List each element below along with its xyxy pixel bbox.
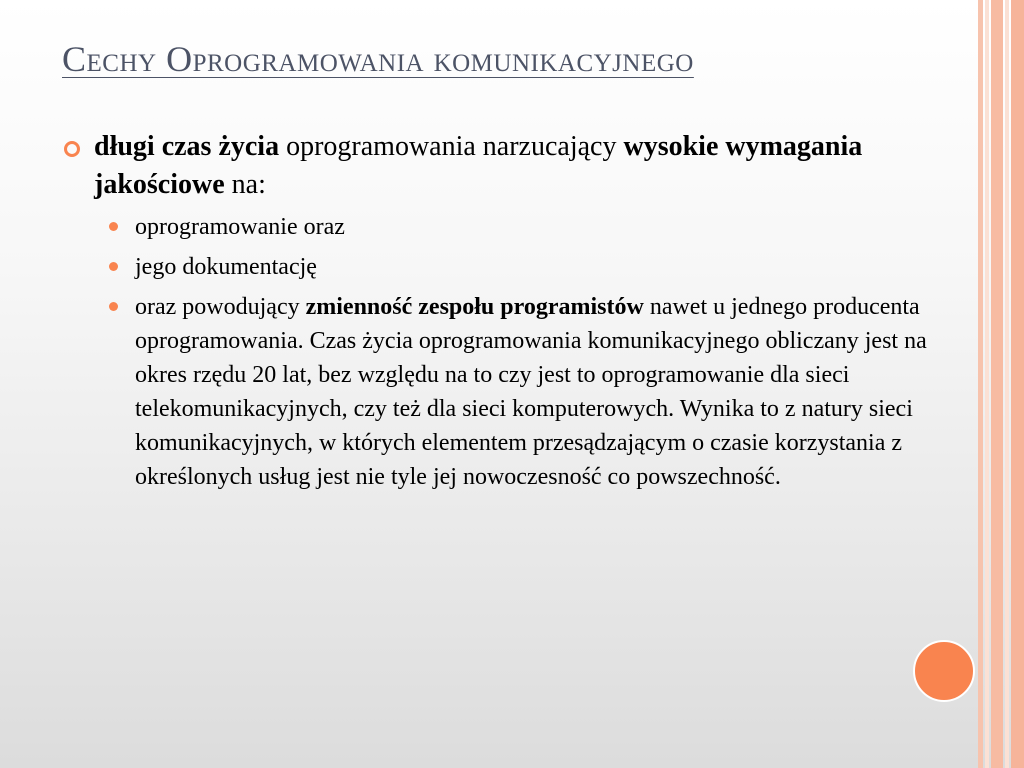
slide-content <box>62 128 962 500</box>
dot-bullet-icon <box>109 302 118 311</box>
sub-bullet-item <box>135 210 962 244</box>
sub-bullet-bold: zmienność zespołu programistów <box>305 294 644 320</box>
sub-bullet-paragraph <box>135 290 962 494</box>
sub-bullet-item <box>135 290 962 494</box>
main-bullet <box>62 128 962 204</box>
decorative-stripe <box>978 0 983 768</box>
sub-bullet-text-1: oraz powodujący <box>135 294 306 320</box>
slide-title: Cechy Oprogramowania komunikacyjnego <box>62 39 694 79</box>
decorative-stripe <box>1005 0 1009 768</box>
dot-bullet-icon <box>109 222 118 231</box>
decorative-stripe <box>985 0 989 768</box>
ring-bullet-icon <box>64 141 80 157</box>
sub-bullet-item <box>135 250 962 284</box>
main-bullet-text-2: na: <box>224 169 266 200</box>
sub-bullet-text-2: nawet u jednego producenta oprogramowania. Czas życia oprogramowania komunikacyjnego obliczany jest na okres rzędu 20 lat, bez względu na to czy jest to oprogramowanie dla sieci telekomunikacyjnych, czy też dla sieci komputerowych. Wynika to z natury sieci komunikacyjnych, w których elementem przesądzającym o czasie korzystania z określonych usług jest nie tyle jej nowoczesność co powszechność. <box>135 294 927 490</box>
main-bullet-bold-2: wysokie wymagania jakościowe <box>94 131 863 200</box>
dot-bullet-icon <box>109 262 118 271</box>
decorative-circle <box>913 640 975 702</box>
sub-bullet-text: jego dokumentację <box>135 254 317 280</box>
decorative-stripe <box>1011 0 1024 768</box>
sub-bullet-list <box>62 210 962 494</box>
sub-bullet-text: oprogramowanie oraz <box>135 214 345 240</box>
main-bullet-bold-1: długi czas życia <box>94 131 280 162</box>
decorative-stripe <box>991 0 1003 768</box>
main-bullet-text-1: oprogramowania narzucający <box>279 131 624 162</box>
